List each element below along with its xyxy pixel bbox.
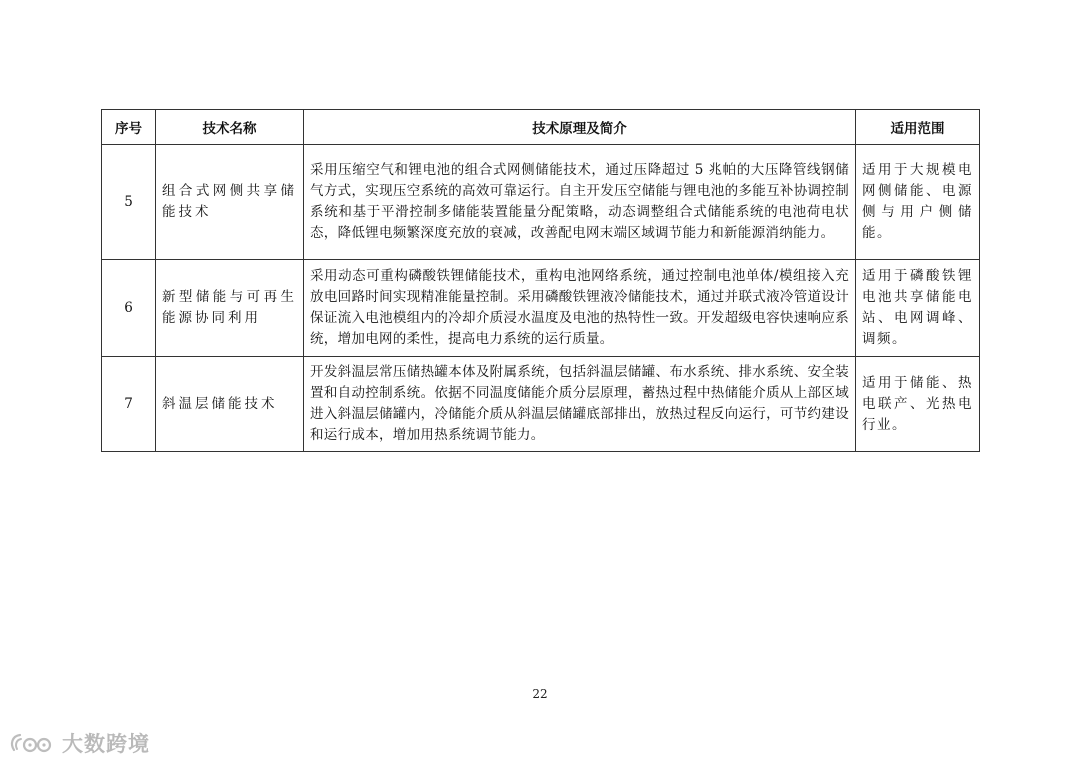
row-principle-description: 采用动态可重构磷酸铁锂储能技术，重构电池网络系统，通过控制电池单体/模组接入充放电回路时间实现精准能量控制。采用磷酸铁锂液冷储能技术，通过并联式液冷管道设计保证流入电池模组内的冷却介质浸水温度及电池的热特性一致。开发超级电容快速响应系统，增加电网的柔性，提高电力系统的运行质量。 — [304, 260, 856, 357]
row-technology-name: 新型储能与可再生能源协同利用 — [156, 260, 304, 357]
header-principle-description: 技术原理及简介 — [304, 110, 856, 145]
row-technology-name: 组合式网侧共享储能技术 — [156, 145, 304, 260]
header-application-scope: 适用范围 — [856, 110, 980, 145]
technology-table — [101, 109, 980, 452]
row-principle-description: 开发斜温层常压储热罐本体及附属系统，包括斜温层储罐、布水系统、排水系统、安全装置和自动控制系统。依据不同温度储能介质分层原理，蓄热过程中热储能介质从上部区域进入斜温层储罐内，冷储能介质从斜温层储罐底部排出，放热过程反向运行，可节约建设和运行成本，增加用热系统调节能力。 — [304, 357, 856, 452]
page-number: 22 — [532, 687, 548, 701]
row-serial-number: 7 — [102, 357, 156, 452]
header-technology-name: 技术名称 — [156, 110, 304, 145]
row-technology-name: 斜温层储能技术 — [156, 357, 304, 452]
row-application-scope: 适用于储能、热电联产、光热电行业。 — [856, 357, 980, 452]
table-row — [102, 260, 980, 357]
row-principle-description: 采用压缩空气和锂电池的组合式网侧储能技术，通过压降超过 5 兆帕的大压降管线钢储气方式，实现压空系统的高效可靠运行。自主开发压空储能与锂电池的多能互补协调控制系统和基于平滑控制多储能装置能量分配策略，动态调整组合式储能系统的电池荷电状态，降低锂电频繁深度充放的衰减，改善配电网末端区域调节能力和新能源消纳能力。 — [304, 145, 856, 260]
table-row — [102, 357, 980, 452]
row-serial-number: 5 — [102, 145, 156, 260]
row-serial-number: 6 — [102, 260, 156, 357]
row-application-scope: 适用于磷酸铁锂电池共享储能电站、电网调峰、调频。 — [856, 260, 980, 357]
table-header-row — [102, 110, 980, 145]
row-application-scope: 适用于大规模电网侧储能、电源侧与用户侧储能。 — [856, 145, 980, 260]
header-serial-number: 序号 — [102, 110, 156, 145]
watermark-text: 大数跨境 — [62, 732, 150, 756]
table-row — [102, 145, 980, 260]
watermark — [8, 728, 150, 758]
weibo-style-logo-icon — [8, 730, 56, 756]
